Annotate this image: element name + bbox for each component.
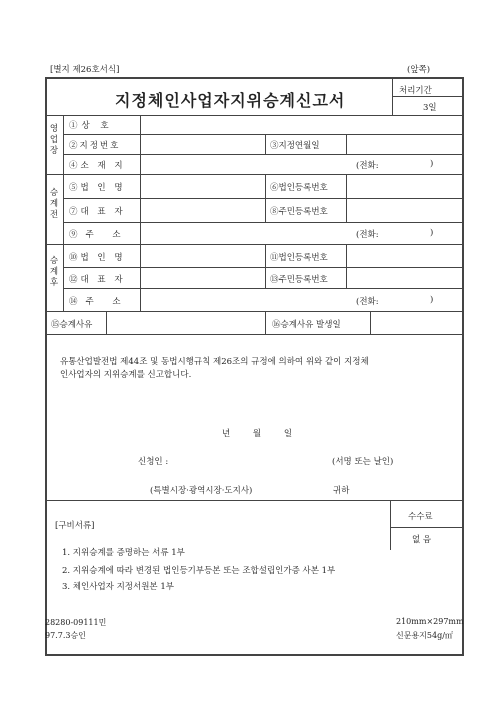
documents-heading: [구비서류] [55, 521, 95, 531]
addressee-label: 귀하 [333, 486, 350, 496]
section-after-label: 승계후 [49, 256, 59, 288]
field-after-address-label: ⑭주 소 [69, 297, 129, 307]
paper-size: 210mm×297mm [396, 617, 464, 626]
form-title: 지정체인사업자지위승계신고서 [115, 91, 346, 110]
phone-close-2: ) [430, 228, 434, 238]
phone-label-2: (전화: [356, 230, 379, 240]
paper-type: 신문용지54g/㎡ [396, 631, 453, 640]
phone-label-3: (전화: [356, 297, 379, 307]
field-before-rep-label: ⑦대 표 자 [69, 207, 126, 217]
fee-label: 수수료 [408, 512, 433, 522]
section-before-label: 승계전 [49, 188, 59, 220]
phone-label-1: (전화: [356, 161, 379, 171]
document-item: 3. 체인사업자 지정서원본 1부 [62, 582, 174, 592]
form-number-label: [별지 제26호서식] [50, 65, 120, 75]
field-before-corp-reg-label: ⑥법인등록번호 [270, 183, 328, 193]
field-designation-number-label: ②지정번호 [69, 141, 121, 151]
declaration-line-1: 유통산업발전법 제44조 및 동법시행규칙 제26조의 규정에 의하여 위와 같이 지정체 [60, 357, 369, 367]
date-line: 년 월 일 [222, 429, 293, 439]
field-succession-date-label: ⑯승계사유 발생일 [272, 320, 341, 330]
processing-period-label: 처리기간 [399, 86, 432, 96]
authority-label: (특별시장·광역시장·도지사) [150, 486, 253, 496]
applicant-label: 신청인 : [138, 457, 169, 467]
field-location-label: ④소 재 지 [69, 161, 126, 171]
field-before-address-label: ⑨주 소 [69, 230, 129, 240]
declaration-line-2: 인사업자의 지위승계를 신고합니다. [60, 370, 192, 380]
field-succession-reason-label: ⑮승계사유 [51, 320, 93, 330]
document-item: 1. 지위승계를 증명하는 서류 1부 [62, 548, 185, 558]
field-trade-name-label: ①상 호 [69, 121, 113, 131]
phone-close-3: ) [430, 295, 434, 305]
field-designation-date-label: ③지정연월일 [270, 141, 320, 151]
form-code: 28280-09111민 [45, 618, 107, 627]
page-side-label: (앞쪽) [407, 65, 431, 75]
field-before-corp-name-label: ⑤법 인 명 [69, 183, 126, 193]
section-business-label: 영업장 [49, 124, 59, 156]
field-after-rep-label: ⑫대 표 자 [69, 275, 126, 285]
field-after-corp-reg-label: ⑪법인등록번호 [270, 253, 328, 263]
processing-period-value: 3일 [423, 103, 437, 113]
document-item: 2. 지위승계에 따라 변경된 법인등기부등본 또는 조합설립인가증 사본 1부 [62, 566, 336, 576]
field-after-corp-name-label: ⑩법 인 명 [69, 253, 126, 263]
phone-close-1: ) [430, 159, 434, 169]
field-before-resident-reg-label: ⑧주민등록번호 [270, 207, 328, 217]
signature-label: (서명 또는 날인) [332, 457, 394, 467]
fee-value: 없 음 [412, 535, 432, 545]
approval-date: 97.7.3승인 [45, 631, 86, 640]
field-after-resident-reg-label: ⑬주민등록번호 [270, 275, 328, 285]
